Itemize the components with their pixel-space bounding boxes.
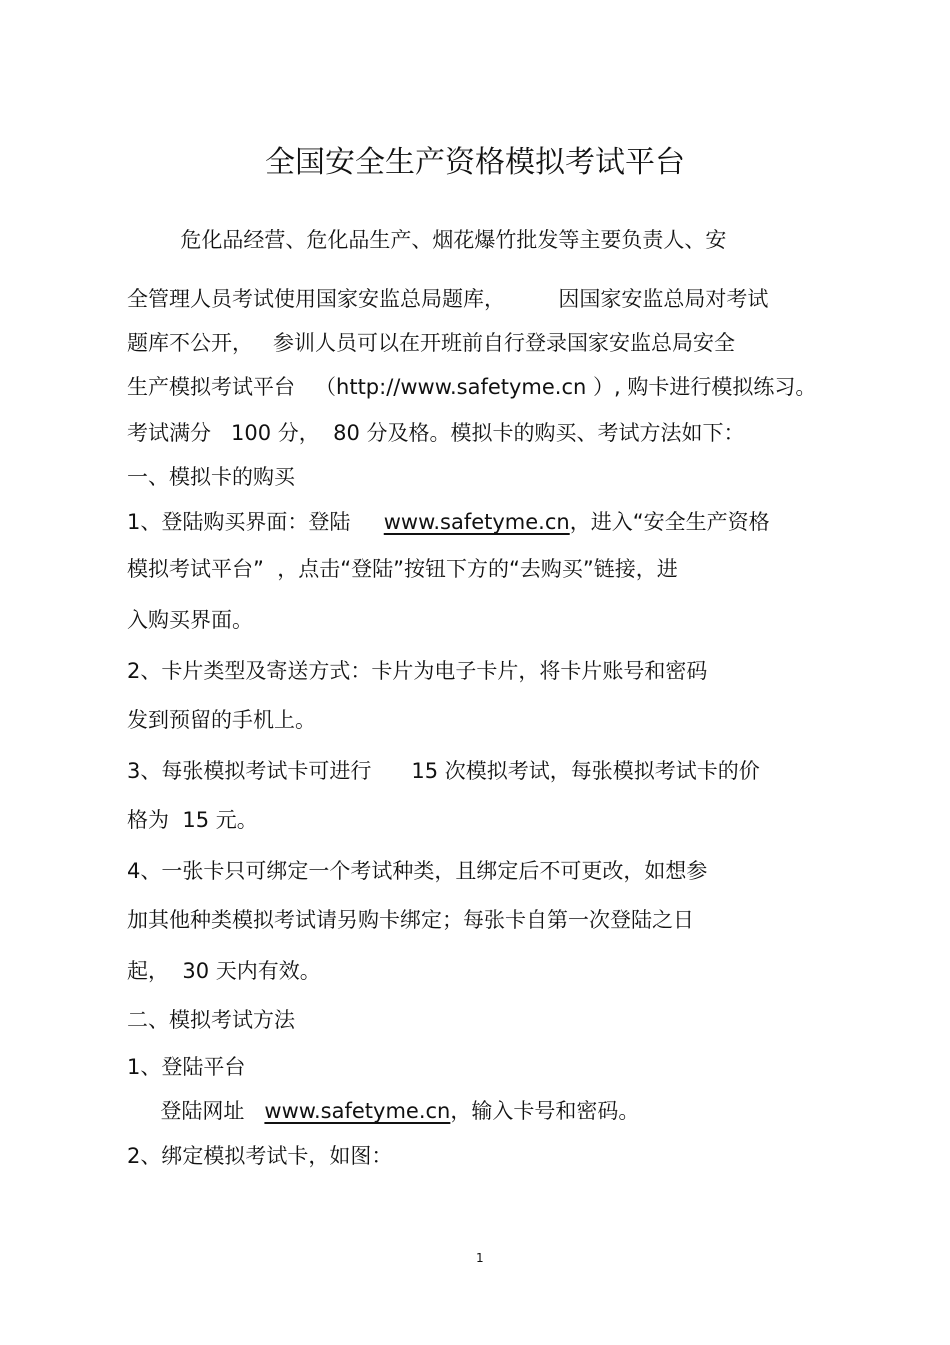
s1-item-3-line-2: 格为 15 元。: [127, 808, 258, 832]
safetyme-link[interactable]: www.safetyme.cn: [264, 1099, 451, 1123]
s1-item-1-line-1: 1、登陆购买界面：登陆 www.safetyme.cn，进入“安全生产资格: [127, 510, 770, 534]
intro-line-1: 危化品经营、危化品生产、烟花爆竹批发等主要负责人、安: [180, 228, 727, 252]
intro-line-2: 全管理人员考试使用国家安监总局题库， 因国家安监总局对考试: [127, 287, 769, 311]
s2-item-2-title: 2、绑定模拟考试卡，如图：: [127, 1144, 393, 1168]
s1-item-4-line-2: 加其他种类模拟考试请另购卡绑定；每张卡自第一次登陆之日: [127, 908, 694, 932]
s2-item-1-title: 1、登陆平台: [127, 1055, 246, 1079]
page-number: 1: [476, 1251, 484, 1265]
intro-line-4: 生产模拟考试平台 （http://www.safetyme.cn ）, 购卡进行模拟练习。: [127, 375, 817, 399]
section-1-heading: 一、模拟卡的购买: [127, 465, 295, 489]
s1-item-2-line-2: 发到预留的手机上。: [127, 708, 316, 732]
s2-item-1-body: 登陆网址 www.safetyme.cn，输入卡号和密码。: [127, 1099, 640, 1123]
section-2-heading: 二、模拟考试方法: [127, 1008, 295, 1032]
page-title: 全国安全生产资格模拟考试平台: [265, 145, 685, 180]
s1-item-2-line-1: 2、卡片类型及寄送方式：卡片为电子卡片，将卡片账号和密码: [127, 659, 708, 683]
s1-item-1-line-2: 模拟考试平台” ，点击“登陆”按钮下方的“去购买”链接，进: [127, 557, 678, 581]
safetyme-link[interactable]: www.safetyme.cn: [383, 510, 570, 534]
intro-line-5: 考试满分 100 分， 80 分及格。模拟卡的购买、考试方法如下：: [127, 421, 745, 445]
s1-item-4-line-3: 起， 30 天内有效。: [127, 959, 321, 983]
intro-line-3: 题库不公开， 参训人员可以在开班前自行登录国家安监总局安全: [127, 331, 736, 355]
s1-item-1-line-3: 入购买界面。: [127, 608, 253, 632]
s1-item-4-line-1: 4、一张卡只可绑定一个考试种类，且绑定后不可更改，如想参: [127, 859, 708, 883]
s1-item-3-line-1: 3、每张模拟考试卡可进行 15 次模拟考试，每张模拟考试卡的价: [127, 759, 760, 783]
